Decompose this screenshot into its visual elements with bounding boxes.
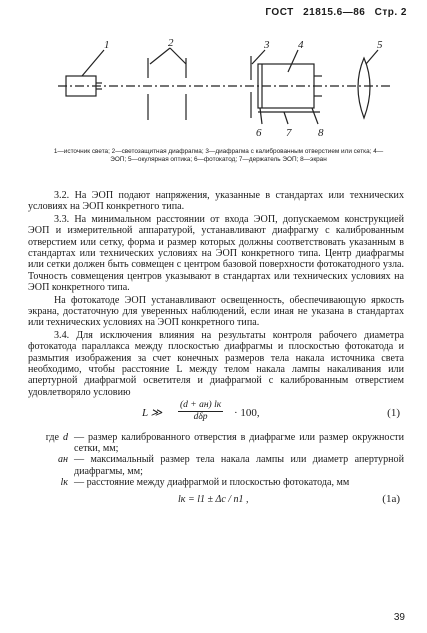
paragraph-3-4: 3.4. Для исключения влияния на результаты контроля рабочего диаметра фотокатода параллакса между плоскостью диафрагмы и плоскостью фотокатода и размытия изображения за счет конечных размеров тела накала источника света необходимо, чтобы расстояние L между телом накала лампы накаливания или апертурной диафрагмой осветителя и диафрагмой с калиброванным отверстием удовлетворяло условию (28, 330, 404, 398)
formula-1a-expression: lк = l1 ± Δc / n1 , (178, 494, 249, 506)
definition-row (28, 477, 404, 488)
definition-row (28, 454, 404, 477)
fig-label-7: 7 (286, 127, 292, 139)
definition-symbol: где d (45, 431, 68, 443)
formula-1-denominator: dδр (193, 412, 208, 423)
fig-label-5: 5 (377, 39, 383, 51)
formula-1 (28, 400, 404, 428)
definition-text: — размер калиброванного отверстия в диафрагме или размер окружности сетки, мм; (74, 431, 404, 455)
document-body (28, 190, 404, 514)
paragraph-3-2: 3.2. На ЭОП подают напряжения, указанные в стандартах или технических условиях на ЭОП конкретного типа. (28, 190, 404, 213)
fig-label-1: 1 (104, 39, 110, 51)
formula-1-lhs: L ≫ (142, 406, 163, 419)
fig-label-6: 6 (256, 127, 262, 139)
definition-symbol: aн (57, 454, 68, 466)
definition-text: — расстояние между диафрагмой и плоскостью фотокатода, мм (74, 477, 350, 489)
fig-label-8: 8 (318, 127, 324, 139)
formula-1a (28, 488, 404, 514)
header-number: 21815.6—86 (303, 7, 366, 18)
formula-1-number: (1) (387, 406, 400, 419)
figure-caption: 1—источник света; 2—светозащитная диафрагма; 3—диафрагма с калиброванным отверстием или сетка; 4—ЭОП; 5—окулярная оптика; 6—фотокатод; 7—держатель ЭОП; 8—экран (53, 148, 384, 163)
header-page-label: Стр. 2 (374, 7, 407, 18)
definition-row (28, 432, 404, 455)
paragraph-3-3: 3.3. На минимальном расстоянии от входа ЭОП, допускаемом конструкцией ЭОП и измерительной аппаратурой, устанавливают диафрагму с калиброванным отверстием или сетку, форма и размер которых должны соответствовать указанным в стандартах или технических условиях на ЭОП конкретного типа. Центр диафрагмы или сетки должен быть совмещен с центром базовой поверхности фотокатодного узла. Точность совмещения центров указывают в стандартах или технических условиях на ЭОП конкретного типа. (28, 214, 404, 293)
fig-label-4: 4 (298, 39, 304, 51)
fig-label-2: 2 (168, 37, 174, 49)
formula-1a-number: (1a) (382, 493, 400, 506)
formula-1-numerator: (d + aн) lк (178, 400, 223, 412)
header-standard: ГОСТ (265, 7, 294, 18)
definition-symbol: lк (60, 477, 68, 489)
formula-1-fraction (178, 400, 223, 424)
formula-1-tail: · 100, (234, 406, 260, 419)
fig-label-3: 3 (264, 39, 270, 51)
optical-scheme-figure (0, 28, 427, 146)
paragraph-illumination: На фотокатоде ЭОП устанавливают освещенность, обеспечивающую яркость экрана, достаточную для уверенных наблюдений, если иная не указана в стандартах или технических условиях на ЭОП конкретного типа. (28, 294, 404, 329)
page-header (259, 7, 407, 18)
definition-text: — максимальный размер тела накала лампы или диаметр апертурной диафрагмы, мм; (74, 454, 404, 477)
ocular-lens-shape (358, 58, 370, 118)
page-number: 39 (393, 612, 405, 623)
definitions-list (28, 432, 404, 488)
